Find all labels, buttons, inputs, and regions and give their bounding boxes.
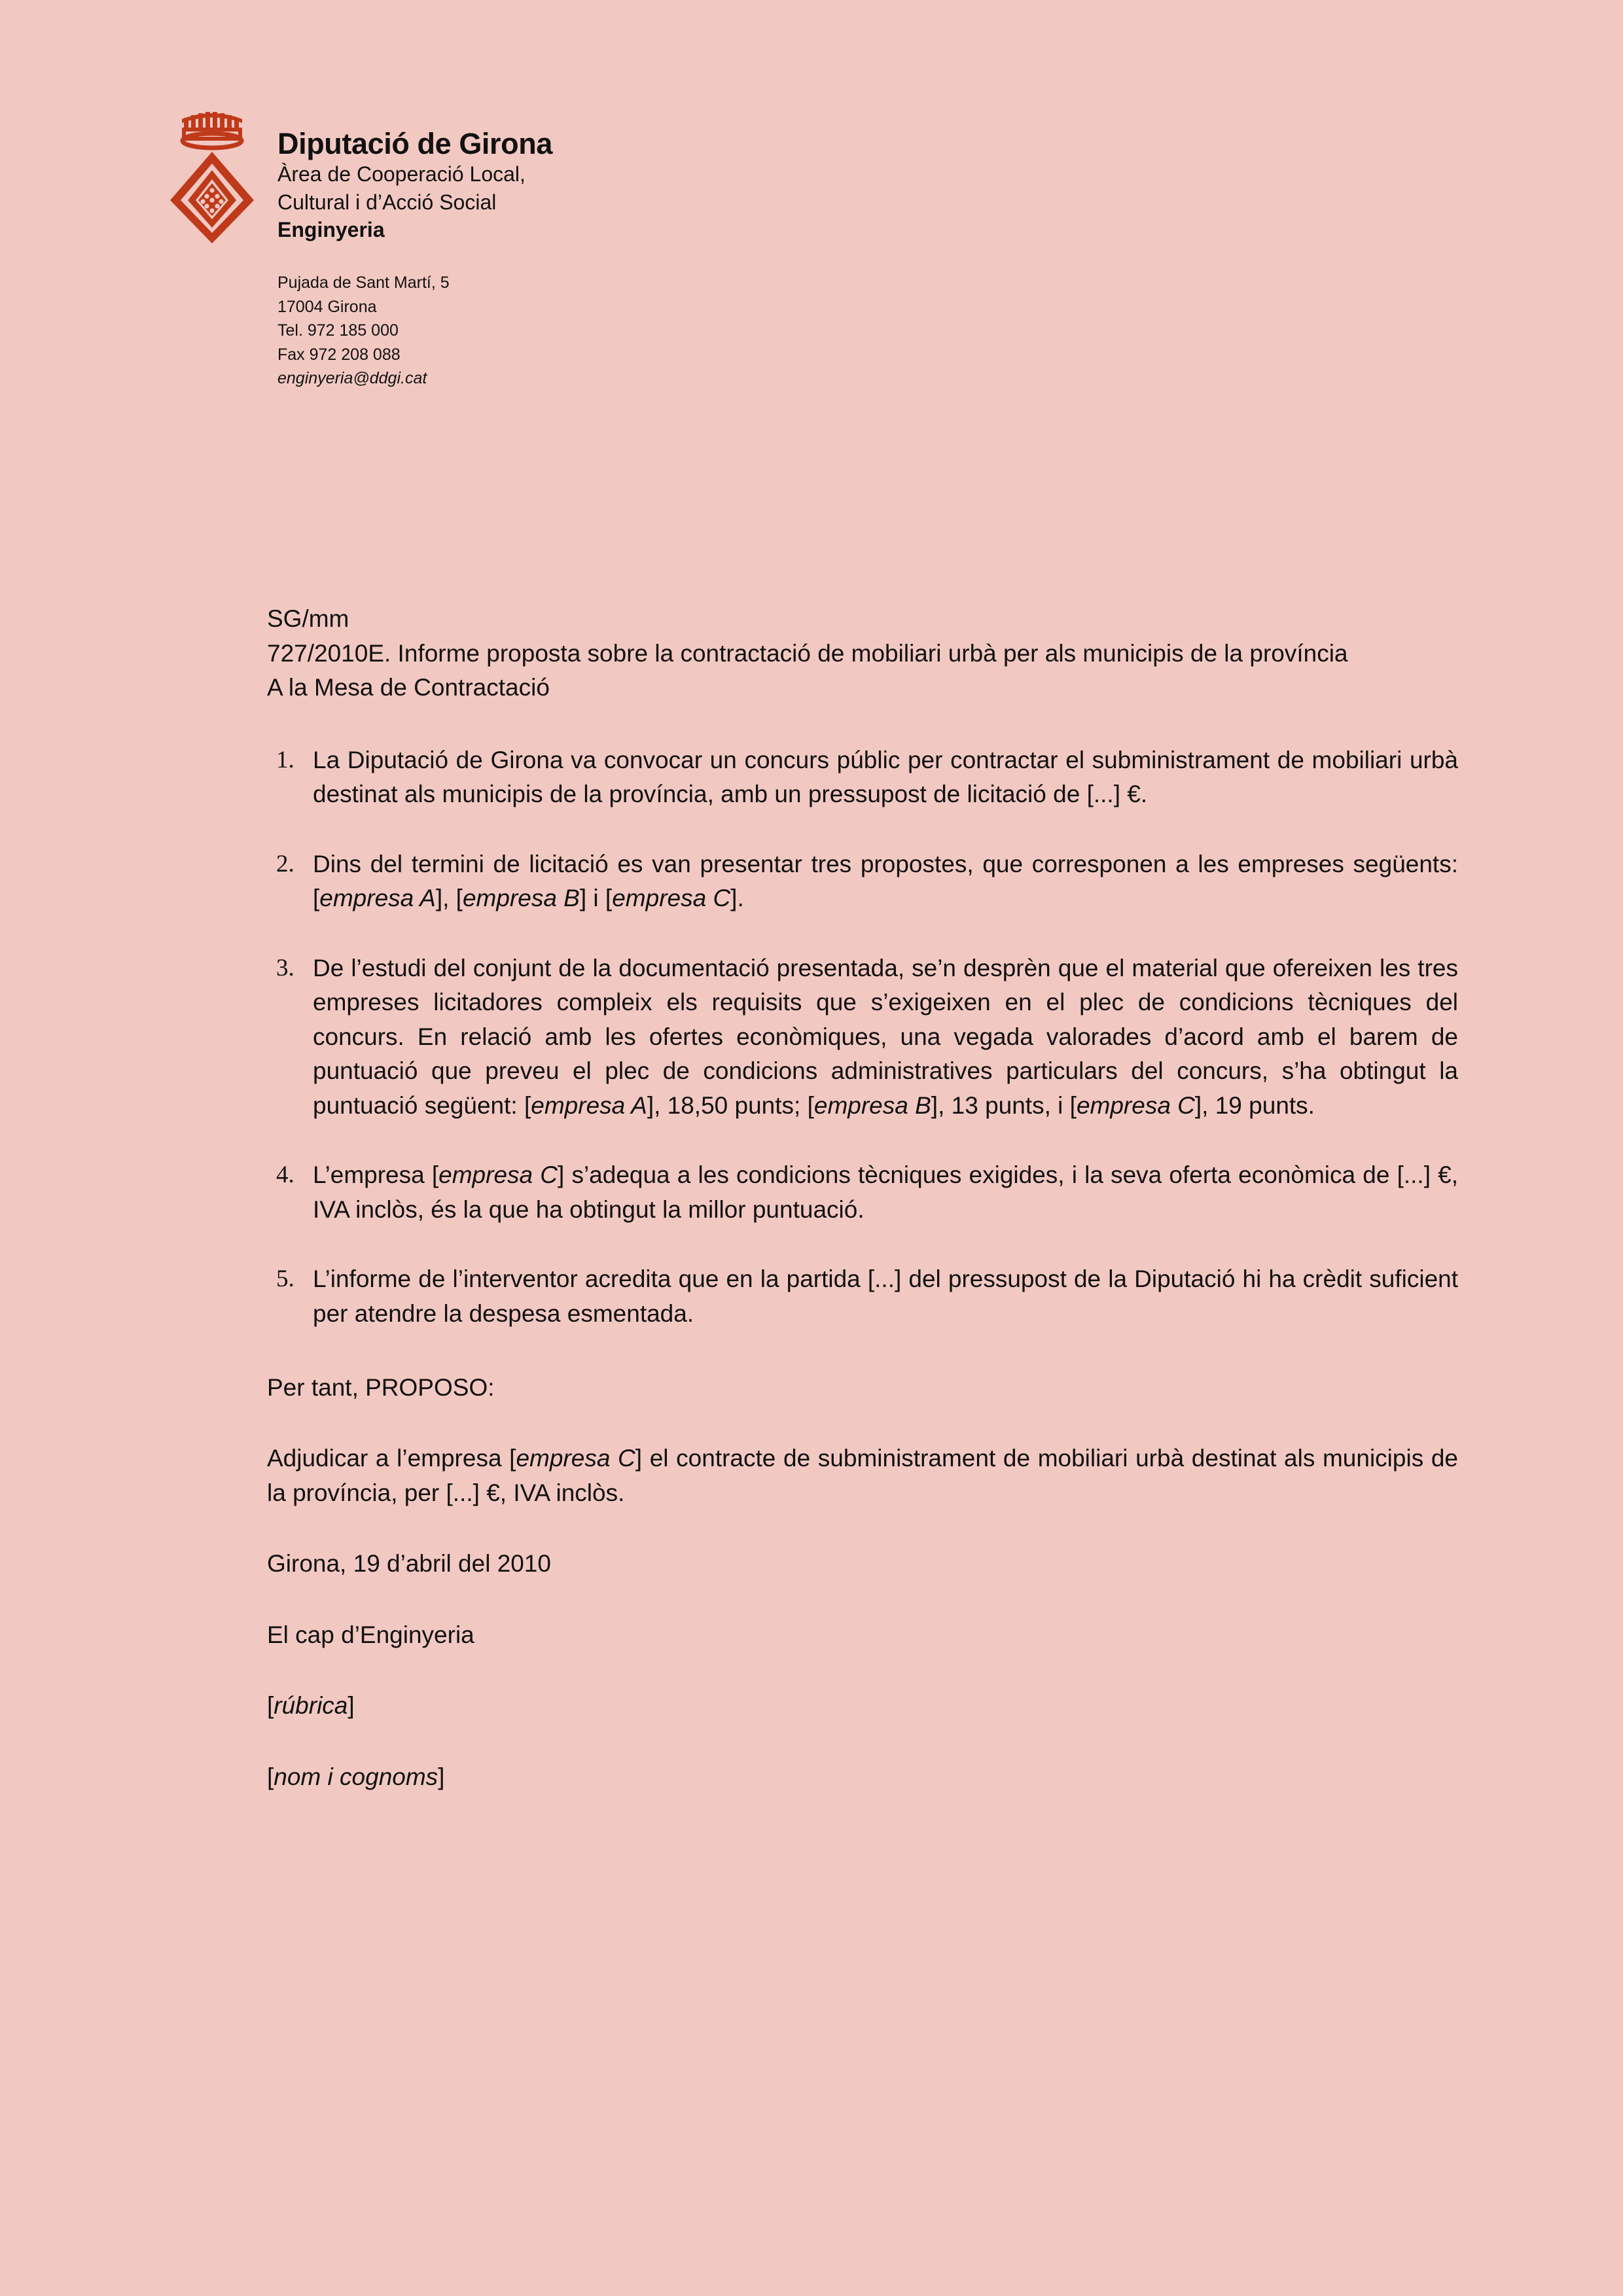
- reference-code: SG/mm: [267, 605, 349, 632]
- signature-placeholder: [267, 1689, 1458, 1723]
- item-placeholder-company-a: empresa A: [319, 885, 436, 912]
- list-item: [267, 847, 1458, 916]
- name-placeholder-text: nom i cognoms: [274, 1763, 438, 1790]
- letterhead: [162, 103, 552, 391]
- list-item: [267, 951, 1458, 1123]
- item-text: ], 19 punts.: [1194, 1091, 1315, 1119]
- item-text: De l’estudi del conjunt de la documentació presentada, se’n desprèn que el material que ofereixen les tres empreses licitadores compleix els requisits que s’exigeixen en el plec de condicions tècniques del concurs. En relació amb les ofertes econòmiques, una vegada valorades d’acord amb el barem de puntuació que preveu el plec de condicions administratives particulars del concurs, s’ha obtingut la puntuació següent: [: [313, 954, 1458, 1119]
- item-placeholder-company-b: empresa B: [813, 1091, 931, 1119]
- item-text: ], [: [435, 885, 463, 912]
- item-text: L’informe de l’interventor acredita que en la partida [...] del pressupost de la Diputació hi ha crèdit suficient per atendre la despesa esmentada.: [313, 1265, 1458, 1327]
- name-placeholder: [267, 1760, 1458, 1795]
- reference-block: [267, 602, 1458, 705]
- place-and-date: Girona, 19 d’abril del 2010: [267, 1550, 552, 1578]
- item-placeholder-company-b: empresa B: [462, 885, 580, 912]
- item-text: La Diputació de Girona va convocar un concurs públic per contractar el subministrament de mobiliari urbà destinat als municipis de la província, amb un pressupost de licitació de [...] €.: [313, 746, 1458, 808]
- proposal-text: Adjudicar a l’empresa [: [267, 1445, 516, 1472]
- organization-unit-line-1: Àrea de Cooperació Local,: [277, 162, 526, 186]
- item-placeholder-company-a: empresa A: [531, 1091, 647, 1119]
- item-text: ].: [730, 885, 744, 912]
- bracket-open: [: [267, 1763, 274, 1790]
- bracket-open: [: [267, 1692, 274, 1720]
- contact-street: Pujada de Sant Martí, 5: [277, 274, 450, 292]
- contact-fax: Fax 972 208 088: [277, 345, 401, 364]
- item-text: ] s’adequa a les condicions tècniques exigides, i la seva oferta econòmica de [...] €, IVA inclòs, és la que ha obtingut la millor puntuació.: [313, 1161, 1458, 1223]
- closing-section: [267, 1371, 1458, 1795]
- reference-subject: 727/2010E. Informe proposta sobre la contractació de mobiliari urbà per als municipis de la província: [267, 639, 1348, 667]
- reference-addressee: A la Mesa de Contractació: [267, 674, 550, 701]
- contact-block: [277, 271, 552, 391]
- bracket-close: ]: [438, 1763, 445, 1790]
- proposal-paragraph: [267, 1441, 1458, 1510]
- list-item: [267, 743, 1458, 812]
- signer-role: El cap d’Enginyeria: [267, 1621, 474, 1648]
- item-text: ] i [: [579, 885, 613, 912]
- organization-unit-line-2: Cultural i d’Acció Social: [277, 190, 497, 214]
- item-placeholder-company-c: empresa C: [438, 1161, 558, 1189]
- proposal-placeholder-company-c: empresa C: [516, 1445, 635, 1472]
- list-item: [267, 1158, 1458, 1227]
- proposal-heading: Per tant, PROPOSO:: [267, 1373, 495, 1401]
- contact-email: enginyeria@ddgi.cat: [277, 369, 427, 387]
- diputacio-de-girona-crest-icon: [162, 103, 262, 244]
- contact-city: 17004 Girona: [277, 297, 377, 316]
- item-text: Dins del termini de licitació es van presentar tres propostes, que corresponen a les empreses següents: [: [313, 850, 1458, 912]
- organization-department: Enginyeria: [277, 217, 385, 241]
- document-body: [267, 602, 1458, 1794]
- item-text: ], 18,50 punts; [: [647, 1091, 814, 1119]
- contact-phone: Tel. 972 185 000: [277, 321, 399, 340]
- item-placeholder-company-c: empresa C: [612, 885, 731, 912]
- item-text: ], 13 punts, i [: [931, 1091, 1077, 1119]
- bracket-close: ]: [348, 1692, 355, 1720]
- organization-name: Diputació de Girona: [277, 127, 552, 160]
- numbered-items-list: [267, 743, 1458, 1332]
- signature-block: [267, 1547, 1458, 1794]
- list-item: [267, 1262, 1458, 1331]
- proposal-text: ] el contracte de subministrament de mobiliari urbà destinat als municipis de la província, per [...] €, IVA inclòs.: [267, 1445, 1459, 1506]
- letterhead-text: [277, 103, 552, 391]
- item-text: L’empresa [: [313, 1161, 439, 1189]
- item-placeholder-company-c: empresa C: [1076, 1091, 1195, 1119]
- signature-placeholder-text: rúbrica: [274, 1692, 348, 1720]
